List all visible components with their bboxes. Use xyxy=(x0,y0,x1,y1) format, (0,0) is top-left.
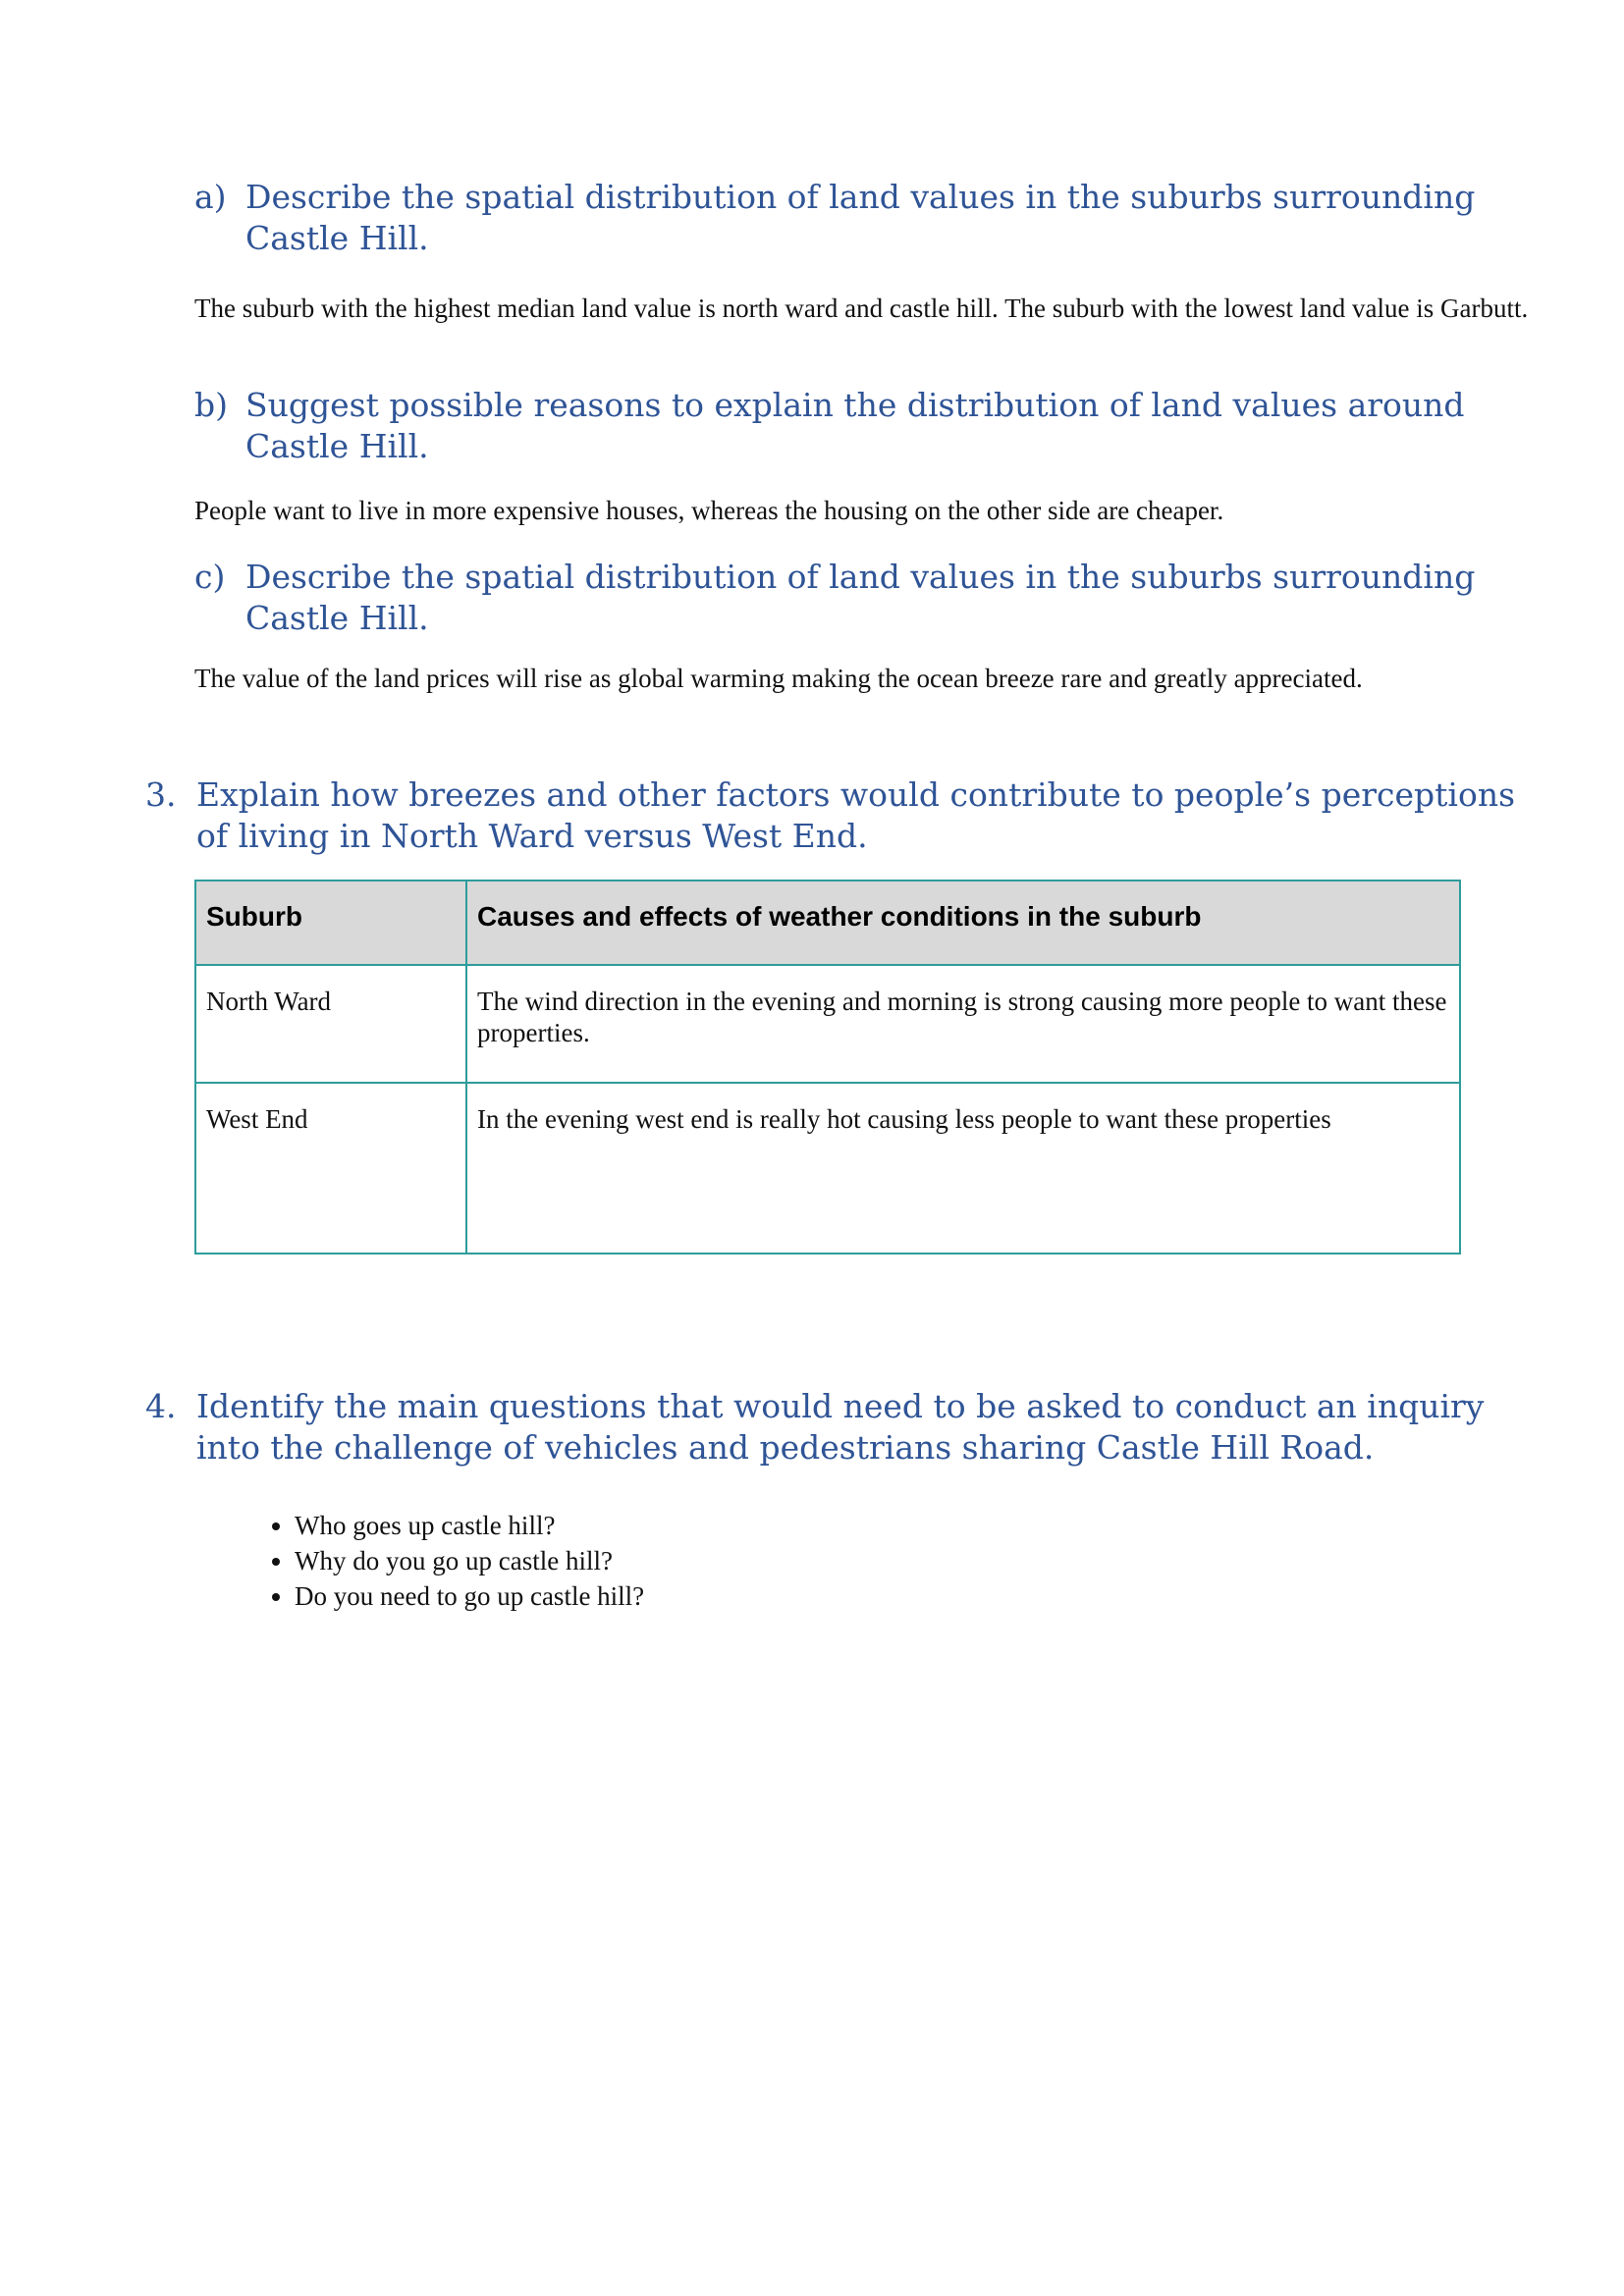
question-c-text: Describe the spatial distribution of land values in the suburbs surrounding Castle Hill. xyxy=(245,558,1476,637)
table-header-suburb: Suburb xyxy=(195,881,466,965)
question-4-marker: 4. xyxy=(145,1387,177,1425)
question-4 xyxy=(145,1386,1549,1468)
question-3-marker: 3. xyxy=(145,775,177,814)
table-cell-suburb: West End xyxy=(195,1083,466,1254)
table-header-causes: Causes and effects of weather conditions in the suburb xyxy=(466,881,1460,965)
question-a-marker: a) xyxy=(194,178,227,216)
answer-a: The suburb with the highest median land value is north ward and castle hill. The suburb with the lowest land value is Garbutt. xyxy=(194,294,1529,323)
question-c-marker: c) xyxy=(194,558,226,596)
question-a xyxy=(194,177,1589,259)
table-cell-causes: The wind direction in the evening and morning is strong causing more people to want these properties. xyxy=(466,965,1460,1083)
list-item: • Do you need to go up castle hill? xyxy=(295,1578,644,1614)
table-cell-causes: In the evening west end is really hot causing less people to want these properties xyxy=(466,1083,1460,1254)
table-header-row xyxy=(195,881,1460,965)
list-item: • Why do you go up castle hill? xyxy=(295,1543,644,1578)
question-b-marker: b) xyxy=(194,386,228,424)
table-cell-suburb: North Ward xyxy=(195,965,466,1083)
list-item: • Who goes up castle hill? xyxy=(295,1508,644,1543)
table-row xyxy=(195,1083,1460,1254)
question-a-text: Describe the spatial distribution of land values in the suburbs surrounding Castle Hill. xyxy=(245,178,1476,257)
answer-b: People want to live in more expensive houses, whereas the housing on the other side are cheaper. xyxy=(194,496,1224,525)
table-row xyxy=(195,965,1460,1083)
question-3-text: Explain how breezes and other factors would contribute to people’s perceptions of living in North Ward versus West End. xyxy=(196,775,1516,855)
answer-c: The value of the land prices will rise as global warming making the ocean breeze rare and greatly appreciated. xyxy=(194,664,1363,693)
question-4-text: Identify the main questions that would need to be asked to conduct an inquiry into the challenge of vehicles and pedestrians sharing Castle Hill Road. xyxy=(196,1387,1485,1467)
question-c xyxy=(194,557,1589,639)
question-b-text: Suggest possible reasons to explain the distribution of land values around Castle Hill. xyxy=(245,386,1465,465)
inquiry-questions-list xyxy=(236,1508,644,1614)
weather-conditions-table xyxy=(194,880,1461,1255)
question-b xyxy=(194,385,1589,467)
question-3 xyxy=(145,774,1549,857)
